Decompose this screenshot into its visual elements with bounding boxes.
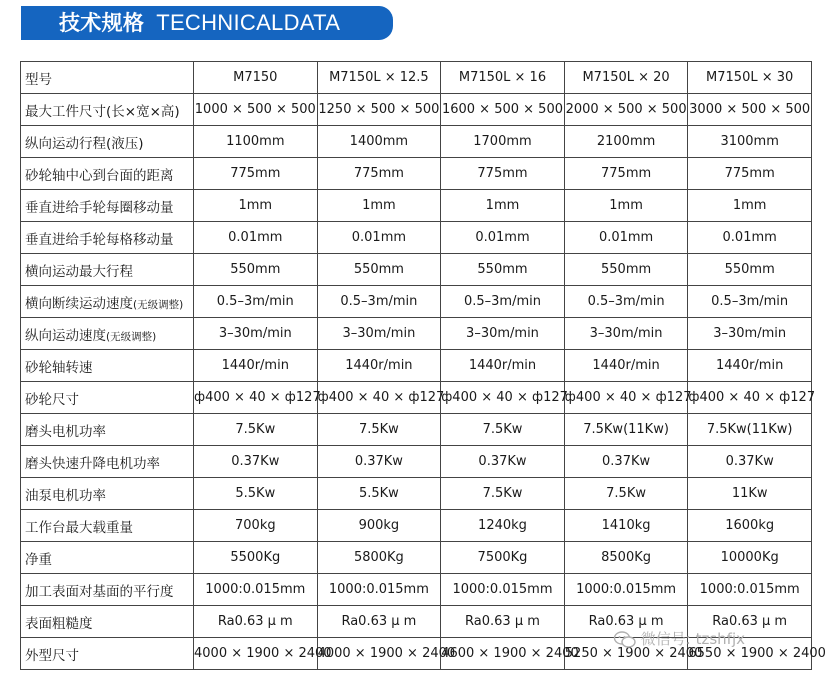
table-cell: 5500Kg bbox=[194, 542, 318, 574]
row-label bbox=[21, 254, 194, 286]
table-cell: 1440r/min bbox=[688, 350, 812, 382]
row-label bbox=[21, 638, 194, 670]
table-cell: 2100mm bbox=[564, 126, 688, 158]
table-cell: M7150L × 12.5 bbox=[317, 62, 441, 94]
table-cell: 775mm bbox=[688, 158, 812, 190]
table-row bbox=[21, 510, 812, 542]
table-cell: 1000:0.015mm bbox=[317, 574, 441, 606]
table-cell: 1250 × 500 × 500 bbox=[317, 94, 441, 126]
spec-table bbox=[20, 61, 826, 670]
table-cell: 7.5Kw(11Kw) bbox=[564, 414, 688, 446]
table-cell: 550mm bbox=[194, 254, 318, 286]
table-cell: 0.37Kw bbox=[317, 446, 441, 478]
table-row bbox=[21, 318, 812, 350]
table-cell: 0.37Kw bbox=[688, 446, 812, 478]
table-cell: 1440r/min bbox=[564, 350, 688, 382]
table-cell: 7.5Kw bbox=[317, 414, 441, 446]
row-label-text: 砂轮尺寸 bbox=[25, 391, 79, 408]
row-label bbox=[21, 126, 194, 158]
table-cell: ф400 × 40 × ф127 bbox=[688, 382, 812, 414]
table-row bbox=[21, 414, 812, 446]
table-row bbox=[21, 254, 812, 286]
table-row bbox=[21, 382, 812, 414]
table-cell: 0.5–3m/min bbox=[441, 286, 565, 318]
table-cell: ф400 × 40 × ф127 bbox=[194, 382, 318, 414]
table-cell: Ra0.63 μ m bbox=[194, 606, 318, 638]
row-label-text: 加工表面对基面的平行度 bbox=[25, 583, 174, 600]
row-label-text: 磨头快速升降电机功率 bbox=[25, 455, 160, 472]
row-label-text: 磨头电机功率 bbox=[25, 423, 106, 440]
table-cell: 6550 × 1900 × 2400 bbox=[688, 638, 812, 670]
table-cell: 0.01mm bbox=[688, 222, 812, 254]
table-cell: 1000:0.015mm bbox=[441, 574, 565, 606]
table-cell: 1000:0.015mm bbox=[564, 574, 688, 606]
table-cell: Ra0.63 μ m bbox=[688, 606, 812, 638]
table-cell: 5.5Kw bbox=[194, 478, 318, 510]
title-banner bbox=[21, 6, 393, 40]
table-row bbox=[21, 606, 812, 638]
table-cell: 7500Kg bbox=[441, 542, 565, 574]
table-cell: 550mm bbox=[688, 254, 812, 286]
table-cell: 7.5Kw bbox=[194, 414, 318, 446]
row-label-text: 净重 bbox=[25, 551, 52, 568]
table-cell: 775mm bbox=[564, 158, 688, 190]
row-label bbox=[21, 542, 194, 574]
table-row bbox=[21, 158, 812, 190]
table-row bbox=[21, 574, 812, 606]
row-label-text: 最大工件尺寸(长×宽×高) bbox=[25, 103, 180, 120]
row-label-text: 油泵电机功率 bbox=[25, 487, 106, 504]
row-label-text: 工作台最大载重量 bbox=[25, 519, 133, 536]
table-cell: 10000Kg bbox=[688, 542, 812, 574]
table-cell: 0.37Kw bbox=[194, 446, 318, 478]
table-cell: ф400 × 40 × ф127 bbox=[317, 382, 441, 414]
table-cell: Ra0.63 μ m bbox=[317, 606, 441, 638]
row-label-text: 纵向运动行程(液压) bbox=[25, 135, 144, 152]
table-cell: 1440r/min bbox=[317, 350, 441, 382]
row-label bbox=[21, 382, 194, 414]
table-cell: Ra0.63 μ m bbox=[441, 606, 565, 638]
table-cell: 775mm bbox=[441, 158, 565, 190]
table-cell: 3–30m/min bbox=[317, 318, 441, 350]
table-cell: 5250 × 1900 × 2400 bbox=[564, 638, 688, 670]
table-cell: 900kg bbox=[317, 510, 441, 542]
table-cell: 1mm bbox=[317, 190, 441, 222]
table-cell: 1600kg bbox=[688, 510, 812, 542]
table-row bbox=[21, 94, 812, 126]
table-cell: 1000 × 500 × 500 bbox=[194, 94, 318, 126]
table-row bbox=[21, 446, 812, 478]
table-cell: M7150L × 16 bbox=[441, 62, 565, 94]
row-label bbox=[21, 190, 194, 222]
table-cell: 7.5Kw(11Kw) bbox=[688, 414, 812, 446]
table-cell: 550mm bbox=[441, 254, 565, 286]
table-cell: 0.01mm bbox=[317, 222, 441, 254]
row-label bbox=[21, 350, 194, 382]
table-cell: 1mm bbox=[688, 190, 812, 222]
table-cell: M7150L × 30 bbox=[688, 62, 812, 94]
table-cell: 1410kg bbox=[564, 510, 688, 542]
row-label bbox=[21, 62, 194, 94]
table-cell: 4000 × 1900 × 2400 bbox=[317, 638, 441, 670]
table-cell: 3–30m/min bbox=[441, 318, 565, 350]
table-cell: 5.5Kw bbox=[317, 478, 441, 510]
row-label-text: 横向断续运动速度 bbox=[25, 295, 133, 312]
table-cell: 0.5–3m/min bbox=[564, 286, 688, 318]
row-label bbox=[21, 510, 194, 542]
row-label-text: 外型尺寸 bbox=[25, 647, 79, 664]
row-label bbox=[21, 94, 194, 126]
row-label-text: 表面粗糙度 bbox=[25, 615, 93, 632]
table-cell: 3000 × 500 × 500 bbox=[688, 94, 812, 126]
table-cell: 11Kw bbox=[688, 478, 812, 510]
table-cell: M7150 bbox=[194, 62, 318, 94]
table-cell: 7.5Kw bbox=[564, 478, 688, 510]
title-en: TECHNICALDATA bbox=[156, 10, 341, 35]
table-cell: 1100mm bbox=[194, 126, 318, 158]
row-label bbox=[21, 414, 194, 446]
row-label bbox=[21, 158, 194, 190]
table-cell: ф400 × 40 × ф127 bbox=[441, 382, 565, 414]
table-cell: Ra0.63 μ m bbox=[564, 606, 688, 638]
table-cell: 550mm bbox=[564, 254, 688, 286]
table-cell: 8500Kg bbox=[564, 542, 688, 574]
table-row bbox=[21, 126, 812, 158]
table-cell: 0.5–3m/min bbox=[317, 286, 441, 318]
table-cell: 0.5–3m/min bbox=[688, 286, 812, 318]
spec-table-body bbox=[21, 62, 826, 670]
table-cell: 3–30m/min bbox=[688, 318, 812, 350]
row-label-note: (无级调整) bbox=[133, 298, 184, 311]
row-label bbox=[21, 478, 194, 510]
table-cell: 3–30m/min bbox=[194, 318, 318, 350]
row-label-text: 砂轮轴转速 bbox=[25, 359, 93, 376]
row-label bbox=[21, 606, 194, 638]
table-cell: ф400 × 40 × ф127 bbox=[564, 382, 688, 414]
row-label-note: (无级调整) bbox=[106, 330, 157, 343]
row-label bbox=[21, 446, 194, 478]
table-cell: 7.5Kw bbox=[441, 414, 565, 446]
table-cell: 0.01mm bbox=[441, 222, 565, 254]
table-cell: 1700mm bbox=[441, 126, 565, 158]
table-cell: M7150L × 20 bbox=[564, 62, 688, 94]
table-cell: 1400mm bbox=[317, 126, 441, 158]
table-cell: 0.37Kw bbox=[441, 446, 565, 478]
row-label-text: 砂轮轴中心到台面的距离 bbox=[25, 167, 174, 184]
table-cell: 1mm bbox=[564, 190, 688, 222]
table-cell: 0.01mm bbox=[564, 222, 688, 254]
table-cell: 3100mm bbox=[688, 126, 812, 158]
table-cell: 4600 × 1900 × 2400 bbox=[441, 638, 565, 670]
row-label bbox=[21, 222, 194, 254]
table-row bbox=[21, 478, 812, 510]
row-label bbox=[21, 286, 194, 318]
table-cell: 0.5–3m/min bbox=[194, 286, 318, 318]
row-label bbox=[21, 318, 194, 350]
table-cell: 4000 × 1900 × 2400 bbox=[194, 638, 318, 670]
table-cell: 1mm bbox=[441, 190, 565, 222]
table-cell: 1440r/min bbox=[194, 350, 318, 382]
table-row bbox=[21, 222, 812, 254]
table-cell: 775mm bbox=[194, 158, 318, 190]
row-label bbox=[21, 574, 194, 606]
row-label-text: 垂直进给手轮每圈移动量 bbox=[25, 199, 174, 216]
watermark-text: 微信号: tzshfjx bbox=[640, 630, 746, 648]
table-row bbox=[21, 638, 812, 670]
table-row bbox=[21, 62, 812, 94]
table-cell: 1440r/min bbox=[441, 350, 565, 382]
table-row bbox=[21, 350, 812, 382]
table-cell: 1000:0.015mm bbox=[688, 574, 812, 606]
table-cell: 1600 × 500 × 500 bbox=[441, 94, 565, 126]
table-cell: 7.5Kw bbox=[441, 478, 565, 510]
table-cell: 1240kg bbox=[441, 510, 565, 542]
row-label-text: 横向运动最大行程 bbox=[25, 263, 133, 280]
table-cell: 700kg bbox=[194, 510, 318, 542]
table-cell: 550mm bbox=[317, 254, 441, 286]
table-row bbox=[21, 286, 812, 318]
table-row bbox=[21, 542, 812, 574]
table-cell: 0.01mm bbox=[194, 222, 318, 254]
table-cell: 3–30m/min bbox=[564, 318, 688, 350]
row-label-text: 型号 bbox=[25, 71, 52, 88]
row-label-text: 垂直进给手轮每格移动量 bbox=[25, 231, 174, 248]
table-row bbox=[21, 190, 812, 222]
table-cell: 2000 × 500 × 500 bbox=[564, 94, 688, 126]
table-cell: 5800Kg bbox=[317, 542, 441, 574]
table-cell: 775mm bbox=[317, 158, 441, 190]
table-cell: 1mm bbox=[194, 190, 318, 222]
table-cell: 1000:0.015mm bbox=[194, 574, 318, 606]
table-cell: 0.37Kw bbox=[564, 446, 688, 478]
title-cn: 技术规格 bbox=[59, 11, 145, 35]
row-label-text: 纵向运动速度 bbox=[25, 327, 106, 344]
